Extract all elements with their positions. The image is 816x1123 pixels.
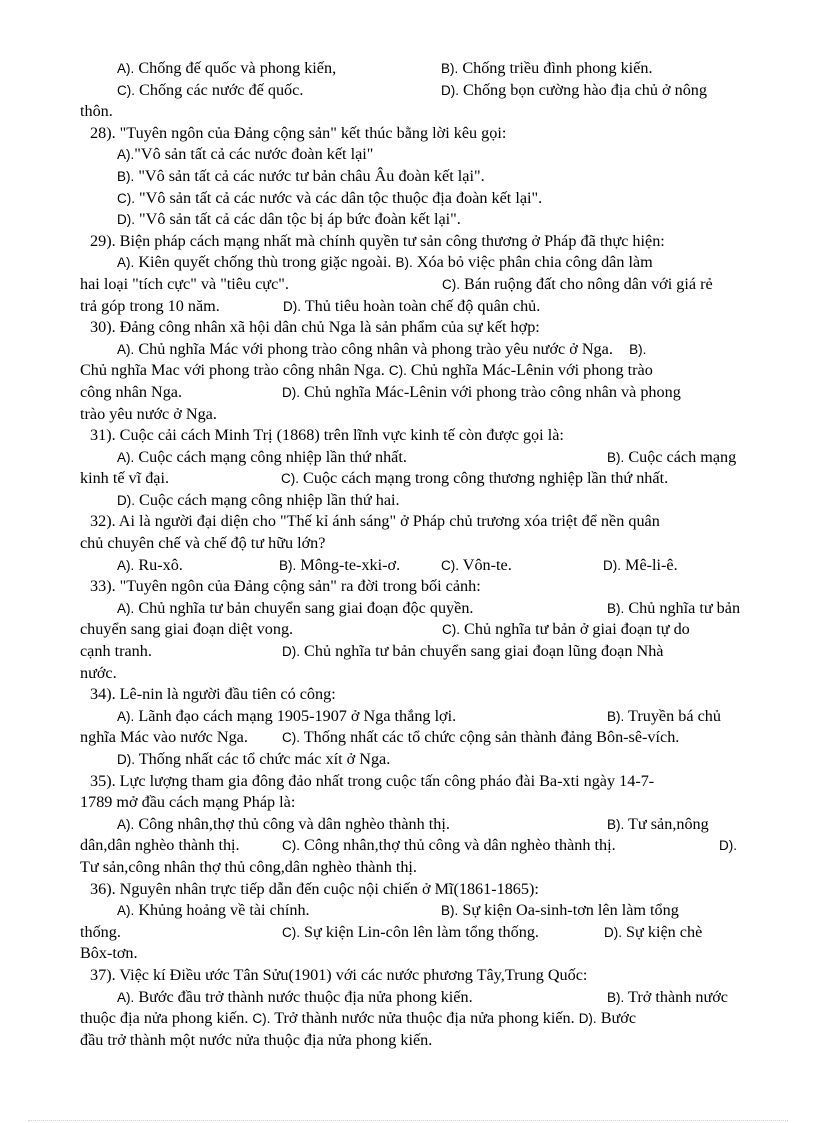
q35-stem: 35). Lực lượng tham gia đông đảo nhất trong cuộc tấn công pháo đài Ba-xti ngày 14-7-: [90, 771, 655, 790]
option-label: B).: [607, 708, 625, 724]
q33-line-4: nước.: [80, 663, 117, 682]
q27-option-b: Chống triều đình phong kiến.: [462, 59, 653, 77]
q35-line-2: dân,dân nghèo thành thị. C). Công nhân,thợ thủ công và dân nghèo thành thị. D).: [80, 836, 737, 855]
question-number: 28).: [90, 123, 116, 142]
option-label: C).: [117, 82, 135, 98]
question-number: 35).: [90, 771, 116, 790]
question-number: 34).: [90, 685, 116, 704]
option-label: B).: [441, 903, 459, 919]
q32-stem-cont: chủ chuyên chế và chế độ tư hữu lớn?: [80, 534, 326, 553]
option-label: A).: [117, 816, 135, 832]
q29-line-3: trả góp trong 10 năm. D). Thủ tiêu hoàn toàn chế độ quân chủ.: [80, 296, 541, 315]
q27-option-c: Chống các nước đế quốc.: [139, 80, 304, 99]
q30-line-4: trào yêu nước ở Nga.: [80, 404, 217, 423]
option-label: B).: [607, 449, 625, 465]
q33-line-1: A). Chủ nghĩa tư bản chuyển sang giai đoạn độc quyền. B). Chủ nghĩa tư bản: [117, 598, 741, 617]
option-label: B).: [279, 557, 297, 573]
q34-line-1: A). Lãnh đạo cách mạng 1905-1907 ở Nga thắng lợi. B). Truyền bá chủ: [117, 706, 721, 725]
option-label: A).: [117, 600, 135, 616]
q27-option-d: Chống bọn cường hào địa chủ ở nông: [463, 80, 707, 99]
q31-stem: 31). Cuộc cải cách Minh Trị (1868) trên lĩnh vực kinh tế còn được gọi là:: [90, 426, 564, 445]
q27-line-2: [80, 80, 766, 102]
option-label: C).: [282, 924, 300, 940]
q33-line-3: cạnh tranh. D). Chủ nghĩa tư bản chuyển sang giai đoạn lũng đoạn Nhà: [80, 642, 664, 661]
q34-stem: 34). Lê-nin là người đầu tiên có công:: [90, 685, 336, 704]
q30-line-3: công nhân Nga. D). Chủ nghĩa Mác-Lênin với phong trào công nhân và phong: [80, 382, 681, 401]
option-label: C).: [282, 838, 300, 854]
q36-line-3: Bôx-tơn.: [80, 944, 138, 963]
q32-stem: 32). Ai là người đại diện cho "Thế kỉ ánh sáng" ở Pháp chủ trương xóa triệt để nền quân: [90, 512, 660, 531]
option-label: C).: [442, 622, 460, 638]
option-label: A).: [117, 341, 135, 357]
q27-line-3: [80, 101, 766, 123]
q33-line-2: chuyển sang giai đoạn diệt vong. C). Chủ nghĩa tư bản ở giai đoạn tự do: [80, 620, 690, 639]
option-label: B).: [607, 816, 625, 832]
option-label: C).: [441, 557, 459, 573]
question-number: 37).: [90, 965, 116, 984]
option-label: B).: [441, 61, 459, 76]
q28-option-b: B). "Vô sản tất cả các nước tư bản châu Âu đoàn kết lại".: [117, 166, 485, 185]
question-number: 30).: [90, 318, 116, 337]
q30-stem: 30). Đảng công nhân xã hội dân chủ Nga là sản phẩm của sự kết hợp:: [90, 318, 540, 337]
question-number: 29).: [90, 231, 116, 250]
option-label: A).: [117, 147, 135, 163]
page-bottom-divider: [28, 1120, 788, 1121]
option-label: B).: [629, 341, 647, 357]
question-number: 33).: [90, 577, 116, 596]
q31-line-3: D). Cuộc cách mạng công nhiệp lần thứ hai.: [117, 490, 400, 509]
q33-stem: 33). "Tuyên ngôn của Đảng cộng sản" ra đời trong bối cảnh:: [90, 577, 481, 596]
option-label: A).: [117, 903, 135, 919]
q30-line-2: Chủ nghĩa Mac với phong trào công nhân Nga. C). Chủ nghĩa Mác-Lênin với phong trào: [80, 361, 653, 380]
q32-options: A). Ru-xô. B). Mông-te-xki-ơ. C). Vôn-te. D). Mê-li-ê.: [117, 555, 678, 574]
option-label: C).: [442, 276, 460, 292]
option-label: B).: [607, 989, 625, 1005]
option-label: D).: [283, 298, 301, 314]
question-number: 36).: [90, 879, 116, 898]
q30-line-1: A). Chủ nghĩa Mác với phong trào công nhân và phong trào yêu nước ở Nga. B).: [117, 339, 647, 358]
q35-line-3: Tư sản,công nhân thợ thủ công,dân nghèo thành thị.: [80, 857, 417, 876]
option-label: D).: [441, 82, 459, 98]
option-label: D).: [282, 384, 300, 400]
question-number: 32).: [90, 512, 116, 531]
q36-line-2: thống. C). Sự kiện Lin-côn lên làm tổng thống. D). Sự kiện chè: [80, 922, 703, 941]
option-label: A).: [117, 708, 135, 724]
q28-option-c: C). "Vô sản tất cả các nước và các dân tộc thuộc địa đoàn kết lại".: [117, 188, 543, 207]
option-label: D).: [719, 838, 737, 854]
q28-option-d: D). "Vô sản tất cả các dân tộc bị áp bức đoàn kết lại".: [117, 210, 461, 229]
option-label: A).: [117, 255, 135, 271]
q34-line-3: D). Thống nhất các tổ chức mác xít ở Nga.: [117, 750, 391, 768]
option-label: D).: [282, 644, 300, 660]
q35-stem-cont: 1789 mở đầu cách mạng Pháp là:: [80, 793, 296, 812]
option-label: B).: [117, 168, 135, 184]
q29-line-2: hai loại "tích cực" và "tiêu cực". C). Bán ruộng đất cho nông dân với giá rẻ: [80, 274, 713, 293]
q31-line-2: kinh tế vĩ đại. C). Cuộc cách mạng trong công thương nghiệp lần thứ nhất.: [80, 469, 669, 488]
q31-line-1: A). Cuộc cách mạng công nhiệp lần thứ nhất. B). Cuộc cách mạng: [117, 447, 737, 466]
option-label: C).: [117, 190, 135, 206]
q34-line-2: nghĩa Mác vào nước Nga. C). Thống nhất các tổ chức cộng sản thành đảng Bôn-sê-vích.: [80, 728, 680, 747]
option-label: D).: [117, 212, 135, 228]
option-label: A).: [117, 989, 135, 1005]
option-label: C).: [388, 363, 407, 379]
q27-line-1: [80, 58, 766, 80]
q37-stem: 37). Việc kí Điều ước Tân Sửu(1901) với các nước phương Tây,Trung Quốc:: [90, 965, 588, 984]
q37-line-3: đầu trở thành một nước nửa thuộc địa nửa phong kiến.: [80, 1030, 433, 1049]
question-number: 31).: [90, 426, 116, 445]
q37-line-1: A). Bước đầu trở thành nước thuộc địa nửa phong kiến. B). Trở thành nước: [117, 987, 728, 1006]
option-label: B).: [395, 255, 413, 271]
q27-option-a: Chống đế quốc và phong kiến,: [138, 59, 337, 77]
q36-line-1: A). Khủng hoảng về tài chính. B). Sự kiện Oa-sinh-tơn lên làm tổng: [117, 901, 679, 920]
q36-stem: 36). Nguyên nhân trực tiếp dẫn đến cuộc nội chiến ở Mĩ(1861-1865):: [90, 879, 539, 898]
question-page: [80, 58, 766, 1051]
option-label: D).: [578, 1011, 597, 1027]
option-label: A).: [117, 557, 135, 573]
option-label: C).: [252, 1011, 271, 1027]
option-label: C).: [281, 471, 299, 487]
option-label: D).: [117, 492, 135, 508]
option-label: A).: [117, 449, 135, 465]
option-label: D).: [117, 752, 135, 767]
option-label: A).: [117, 61, 135, 76]
q29-line-1: A). Kiên quyết chống thù trong giặc ngoài. B). Xóa bỏ việc phân chia công dân làm: [117, 253, 653, 272]
option-label: D).: [604, 924, 622, 940]
q29-stem: 29). Biện pháp cách mạng nhất mà chính quyền tư sản công thương ở Pháp đã thực hiện:: [90, 231, 665, 250]
option-label: C).: [282, 730, 300, 746]
option-label: B).: [607, 600, 625, 616]
q27-option-d-cont: thôn.: [80, 102, 113, 121]
q28-option-a: A)."Vô sản tất cả các nước đoàn kết lại": [117, 145, 374, 164]
option-label: D).: [603, 557, 621, 573]
q37-line-2: thuộc địa nửa phong kiến. C). Trở thành nước nửa thuộc địa nửa phong kiến. D). Bước: [80, 1009, 637, 1028]
q35-line-1: A). Công nhân,thợ thủ công và dân nghèo thành thị. B). Tư sản,nông: [117, 814, 709, 833]
q28-stem: 28). "Tuyên ngôn của Đảng cộng sản" kết thúc bằng lời kêu gọi:: [90, 123, 507, 142]
